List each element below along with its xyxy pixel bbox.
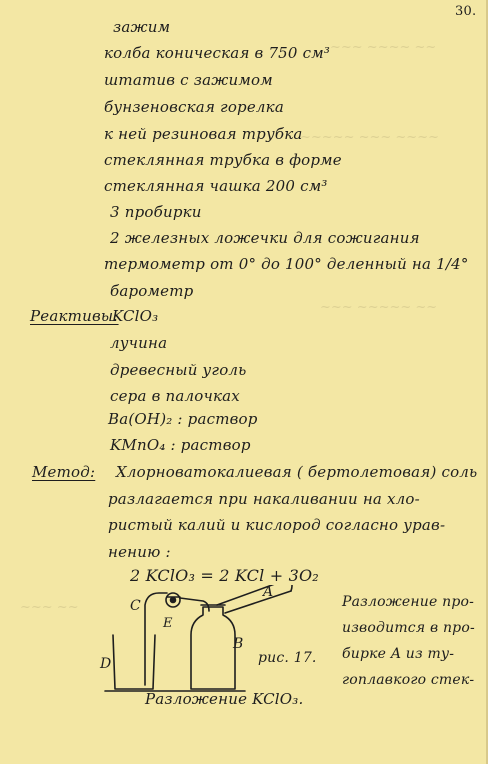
equipment-item: 3 пробирки xyxy=(110,203,202,221)
equipment-item: стеклянная трубка в форме xyxy=(104,151,342,169)
figure-reference: рис. 17. xyxy=(258,650,317,666)
method-line: Хлорноватокалиевая ( бертолетовая) соль xyxy=(116,463,478,481)
reagent-item: Ba(OH)₂ : раствор xyxy=(108,410,258,428)
figure-caption: Разложение KClO₃. xyxy=(145,690,304,708)
bleed-through-text: ~~~ ~~~~~ ~~ xyxy=(320,300,438,315)
side-note-line: гоплавкого стек- xyxy=(342,672,475,688)
equipment-item: 2 железных ложечки для сожигания xyxy=(110,229,420,247)
equipment-item: штатив с зажимом xyxy=(104,71,273,89)
equipment-item: колба коническая в 750 см³ xyxy=(104,44,331,62)
equipment-item: бунзеновская горелка xyxy=(104,98,284,116)
equipment-item: термометр от 0° до 100° деленный на 1/4° xyxy=(104,255,469,273)
side-note-line: бирке A из ту- xyxy=(342,646,455,662)
side-note-line: Разложение про- xyxy=(342,594,475,610)
equipment-item: к ней резиновая трубка xyxy=(104,125,303,143)
reagents-label: Реактивы: xyxy=(30,307,119,325)
reagent-item: сера в палочках xyxy=(110,387,240,405)
page-number: 30. xyxy=(455,4,477,19)
bleed-through-text: ~~~ ~~~~ ~~ xyxy=(330,40,437,55)
method-line: нению : xyxy=(108,543,171,561)
delivery-tube-c xyxy=(145,593,167,685)
equipment-item: стеклянная чашка 200 см³ xyxy=(104,177,328,195)
method-label: Метод: xyxy=(32,463,96,481)
method-line: разлагается при накаливании на хло- xyxy=(108,490,420,508)
figure-label-b: B xyxy=(233,636,244,652)
figure-label-d: D xyxy=(100,656,112,672)
bleed-through-text: ~~~ ~~ xyxy=(20,600,79,615)
bleed-through-text: ~~~~~ ~~~ ~~~~ xyxy=(300,130,439,145)
figure-label-c: C xyxy=(130,598,141,614)
side-note-line: изводится в про- xyxy=(342,620,475,636)
method-line: ристый калий и кислород согласно урав- xyxy=(108,516,446,534)
reagent-item: KClO₃ xyxy=(112,307,159,325)
figure-label-e: E xyxy=(163,616,173,631)
reaction-equation: 2 KClO₃ = 2 KCl + 3O₂ xyxy=(130,566,319,585)
figure-label-a: A xyxy=(263,584,274,600)
reagent-item: лучина xyxy=(110,334,168,352)
bottle-b xyxy=(191,607,235,689)
equipment-item: зажим xyxy=(113,18,171,36)
equipment-item: барометр xyxy=(110,282,194,300)
reagent-item: древесный уголь xyxy=(110,361,247,379)
beaker-d xyxy=(113,635,155,689)
reagent-item: KMnO₄ : раствор xyxy=(110,436,251,454)
